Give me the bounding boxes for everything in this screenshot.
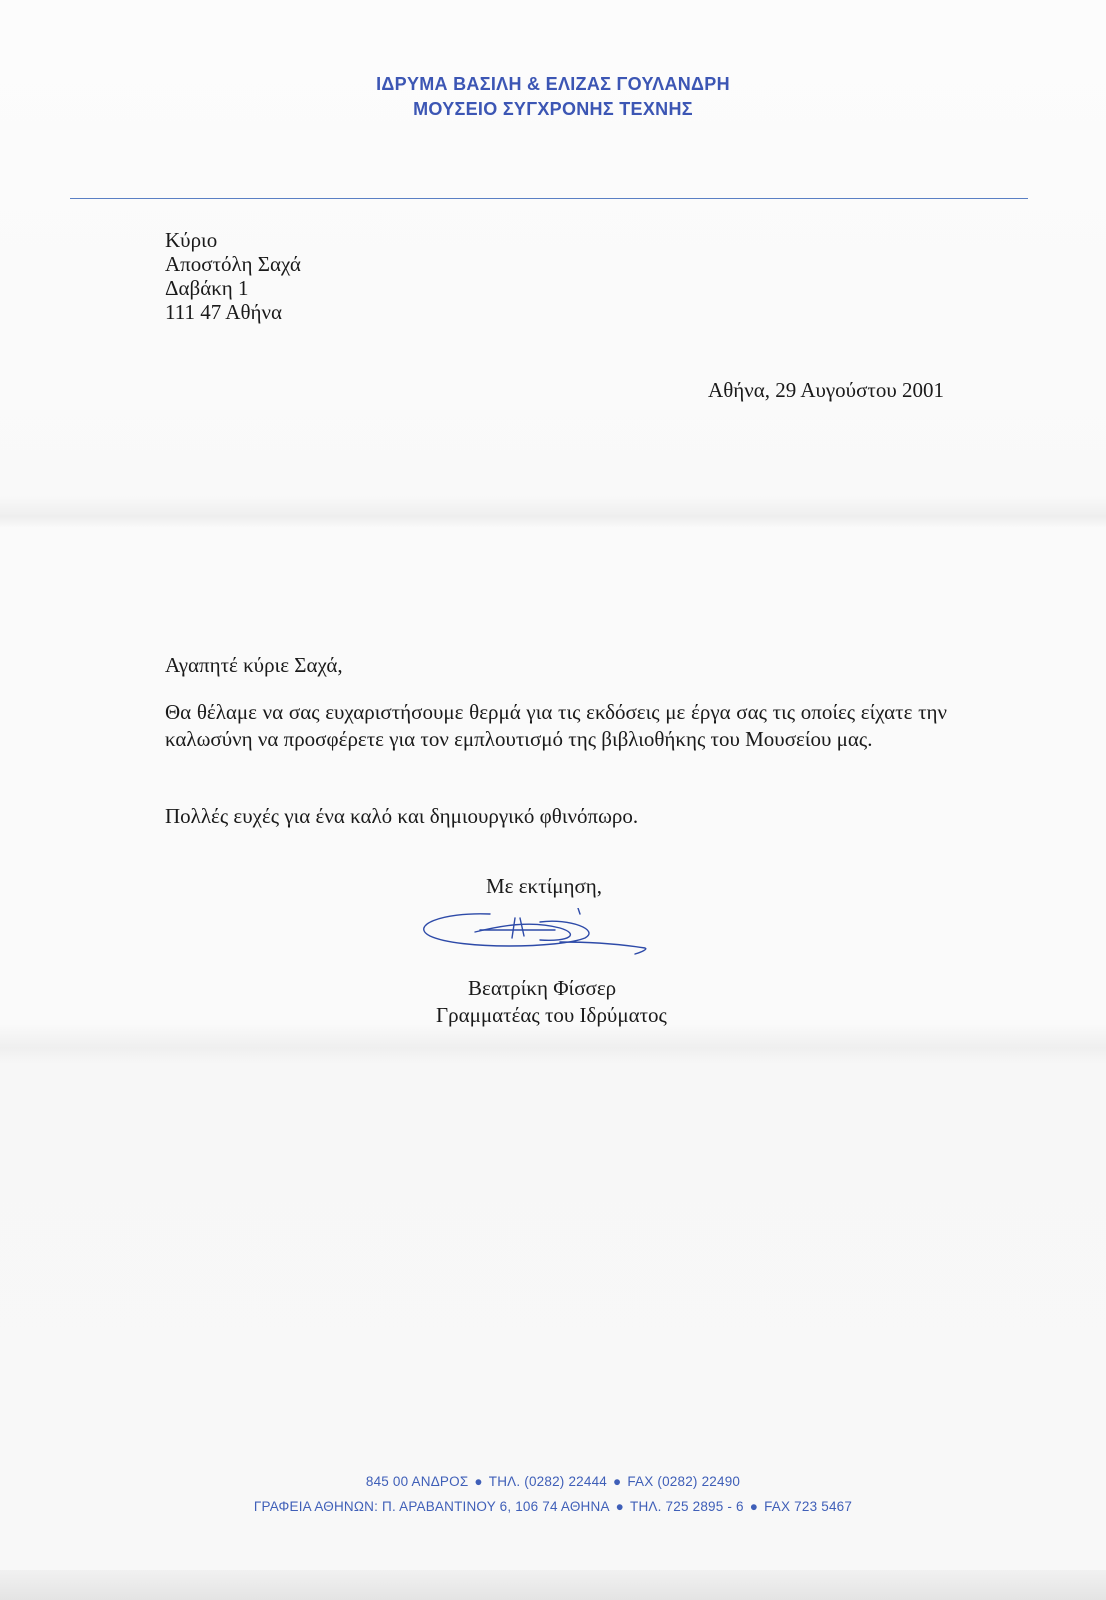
letterhead-divider [70,198,1028,199]
footer-athens-contact [0,1499,1106,1514]
wishes-line: Πολλές ευχές για ένα καλό και δημιουργικό φθινόπωρο. [165,804,639,828]
footer-fax: FAX 723 5467 [764,1499,853,1514]
recipient-address [165,228,301,324]
footer-fax: FAX (0282) 22490 [627,1474,741,1489]
bullet-separator: ● [612,1474,622,1489]
footer-address: ΓΡΑΦΕΙΑ ΑΘΗΝΩΝ: Π. ΑΡΑΒΑΝΤΙΝΟΥ 6, 106 74 ΑΘΗΝΑ [253,1499,610,1514]
recipient-line: Αποστόλη Σαχά [165,252,301,276]
recipient-line: 111 47 Αθήνα [165,300,282,324]
recipient-line: Δαβάκη 1 [165,276,249,300]
signer-title: Γραμματέας του Ιδρύματος [436,1003,667,1027]
footer-address: 845 00 ΑΝΔΡΟΣ [365,1474,469,1489]
footer-andros-contact [0,1474,1106,1489]
handwritten-signature [420,908,660,978]
bullet-separator: ● [749,1499,759,1514]
recipient-line: Κύριο [165,228,218,252]
bullet-separator: ● [474,1474,483,1489]
letter-date: Αθήνα, 29 Αυγούστου 2001 [708,378,944,402]
salutation: Αγαπητέ κύριε Σαχά, [165,653,343,677]
footer-phone: ΤΗΛ. 725 2895 - 6 [630,1499,744,1514]
signer-name: Βεατρίκη Φίσσερ [468,976,617,1000]
letterhead-foundation-name: ΙΔΡΥΜΑ ΒΑΣΙΛΗ & ΕΛΙΖΑΣ ΓΟΥΛΑΝΔΡΗ [376,74,730,94]
letterhead-museum-name: ΜΟΥΣΕΙΟ ΣΥΓΧΡΟΝΗΣ ΤΕΧΝΗΣ [413,99,693,119]
closing-phrase: Με εκτίμηση, [486,874,603,898]
body-paragraph: Θα θέλαμε να σας ευχαριστήσουμε θερμά για τις εκδόσεις με έργα σας τις οποίες είχατε την καλωσύνη να προσφέρετε για τον εμπλουτισμό της βιβλιοθήκης του Μουσείου μας. [165,700,947,751]
footer-phone: ΤΗΛ. (0282) 22444 [488,1474,607,1489]
bullet-separator: ● [615,1499,625,1514]
